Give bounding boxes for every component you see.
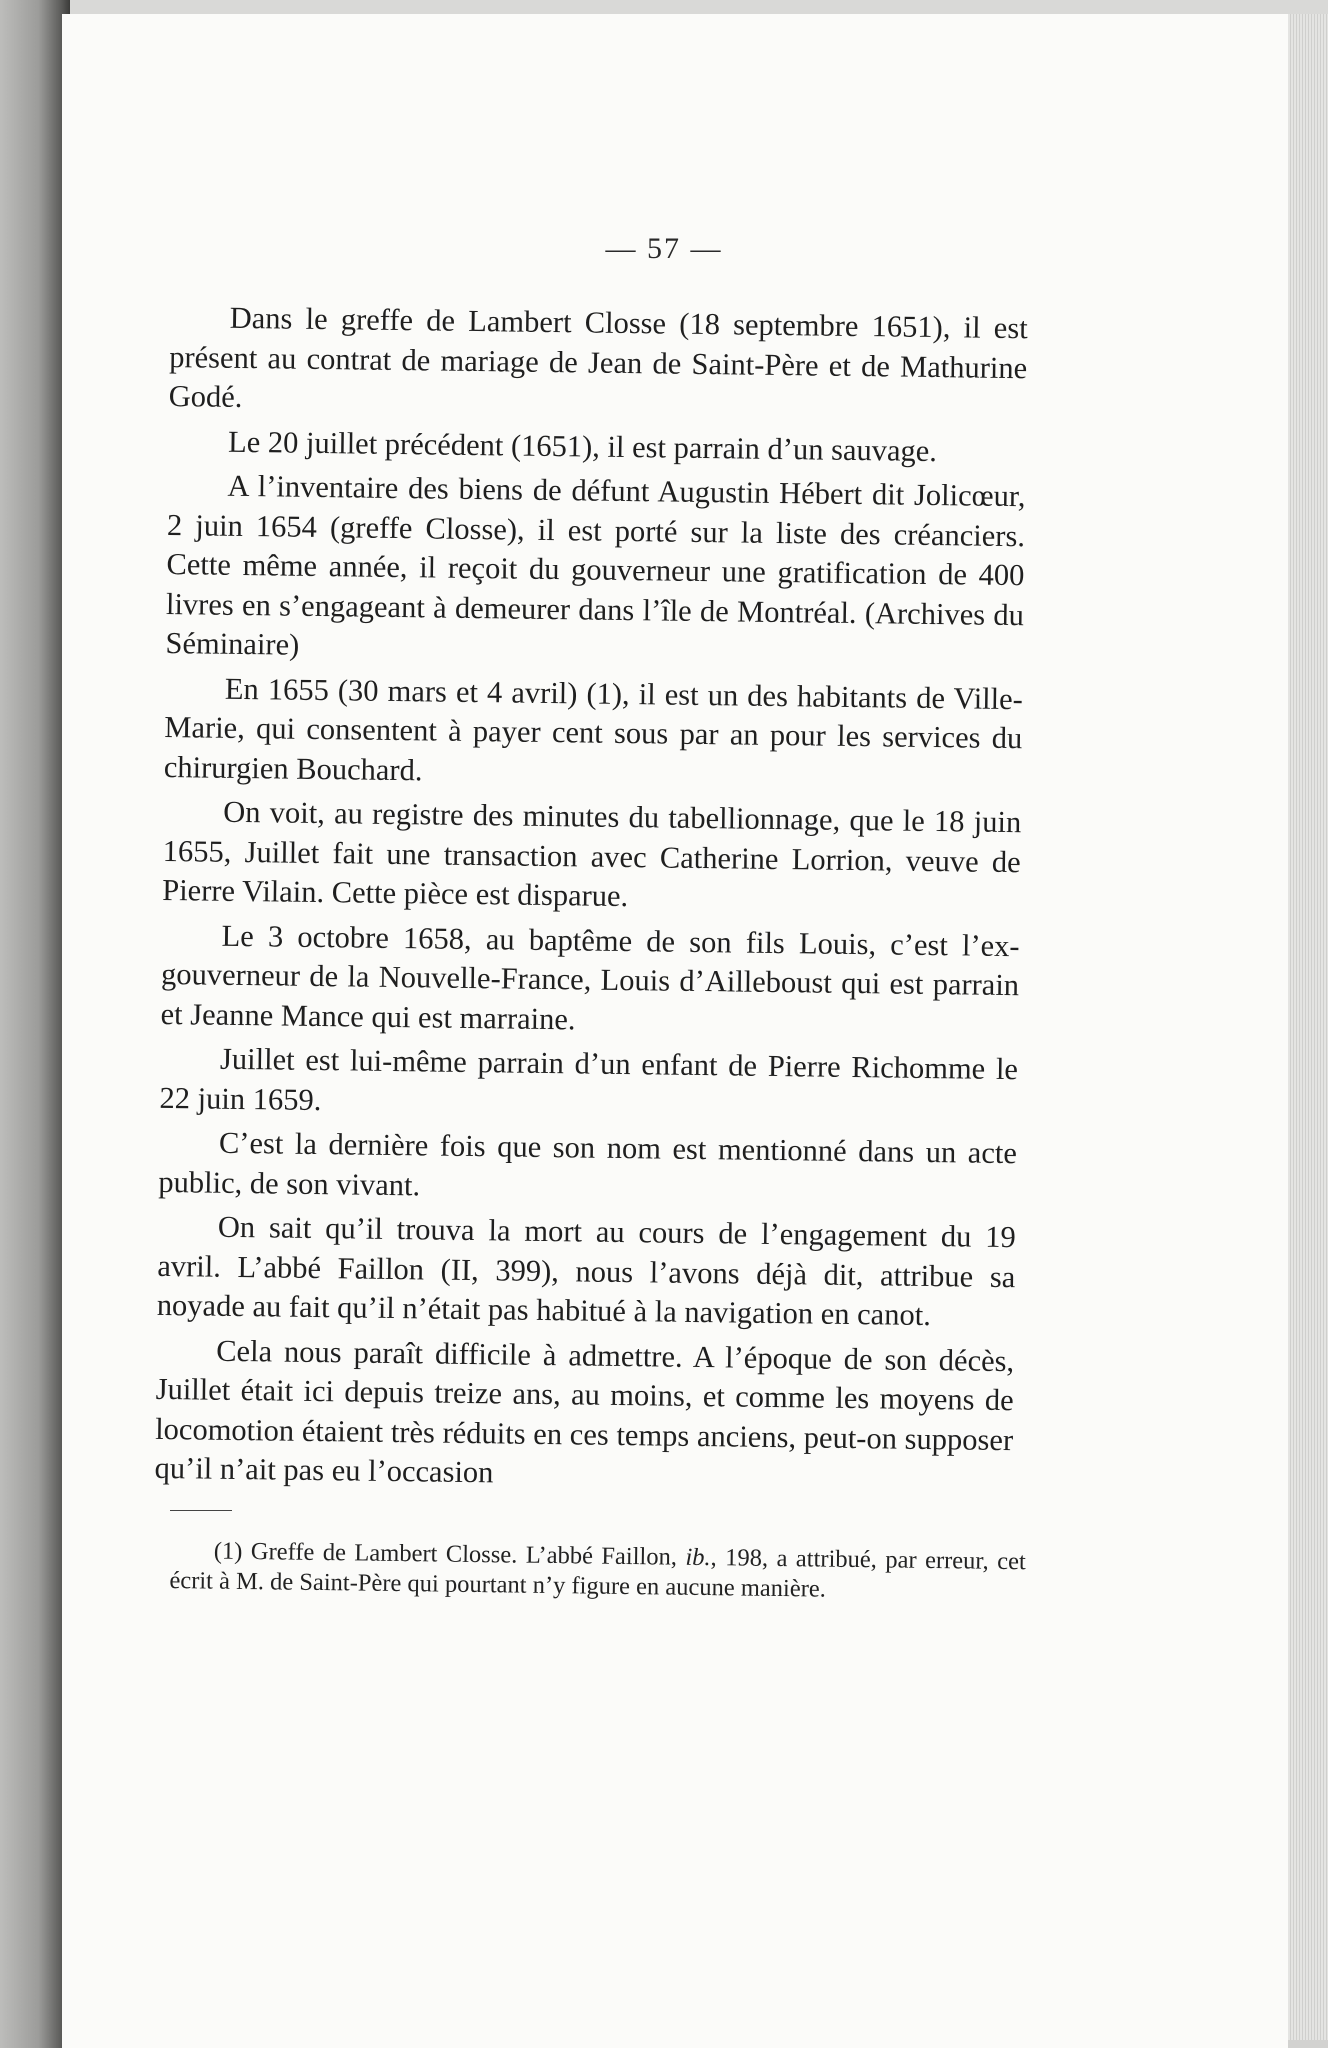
body-text xyxy=(154,298,1028,1505)
paragraph: Le 3 octobre 1658, au baptême de son fils Louis, c’est l’ex-gouverneur de la Nouvelle-France, Louis d’Ailleboust qui est parrain et Jeanne Mance qui est marraine. xyxy=(160,918,1020,1036)
paragraph: Juillet est lui-même parrain d’un enfant de Pierre Richomme le 22 juin 1659. xyxy=(159,1041,1019,1117)
page-number: — 57 — xyxy=(605,232,723,265)
footnote-text-before: Greffe de Lambert Closse. L’abbé Faillon, xyxy=(250,1538,686,1571)
paragraph: Dans le greffe de Lambert Closse (18 septembre 1651), il est présent au contrat de mariage de Jean de Saint-Père et de Mathurine Godé. xyxy=(168,300,1028,414)
footnote-text-after: , 198, a attribué, par erreur, cet écrit à M. de Saint-Père qui pourtant n’y figure en aucune manière. xyxy=(169,1544,1026,1603)
footnote xyxy=(169,1536,1026,1607)
paragraph: A l’inventaire des biens de défunt Augustin Hébert dit Jolicœur, 2 juin 1654 (greffe Closse), il est porté sur la liste des créanciers. Cette même année, il reçoit du gouverneur une gratification de 400 livres en s’engageant à demeurer dans l’île de Montréal. (Archives du Séminaire) xyxy=(165,468,1026,662)
paragraph: On voit, au registre des minutes du tabellionnage, que le 18 juin 1655, Juillet fait une transaction avec Catherine Lorrion, veuve de Pierre Vilain. Cette pièce est disparue. xyxy=(162,794,1022,914)
paragraph: On sait qu’il trouva la mort au cours de l’engagement du 19 avril. L’abbé Faillon (II, 399), nous l’avons déjà dit, attribue sa noyade au fait qu’il n’était pas habitué à la navigation en canot. xyxy=(156,1209,1017,1333)
paragraph: C’est la dernière fois que son nom est mentionné dans un acte public, de son vivant. xyxy=(158,1125,1018,1202)
footnote-separator xyxy=(170,1510,232,1511)
page-stack-edge xyxy=(1288,14,1328,2048)
book-spine-shadow xyxy=(0,0,70,2048)
paragraph: Cela nous paraît difficile à admettre. A l’époque de son décès, Juillet était ici depuis treize ans, au moins, et comme les moyens de locomotion étaient très réduits en ces temps anciens, peut-on supposer qu’il n’ait pas eu l’occasion xyxy=(154,1333,1015,1490)
footnote-marker: (1) xyxy=(213,1537,243,1565)
paragraph: En 1655 (30 mars et 4 avril) (1), il est un des habitants de Ville-Marie, qui consentent à payer cent sous par an pour les services du chirurgien Bouchard. xyxy=(163,671,1024,787)
footnote-text xyxy=(169,1536,1026,1607)
paragraph: Le 20 juillet précédent (1651), il est parrain d’un sauvage. xyxy=(227,424,938,468)
footnote-italic-reference: ib. xyxy=(685,1543,711,1572)
